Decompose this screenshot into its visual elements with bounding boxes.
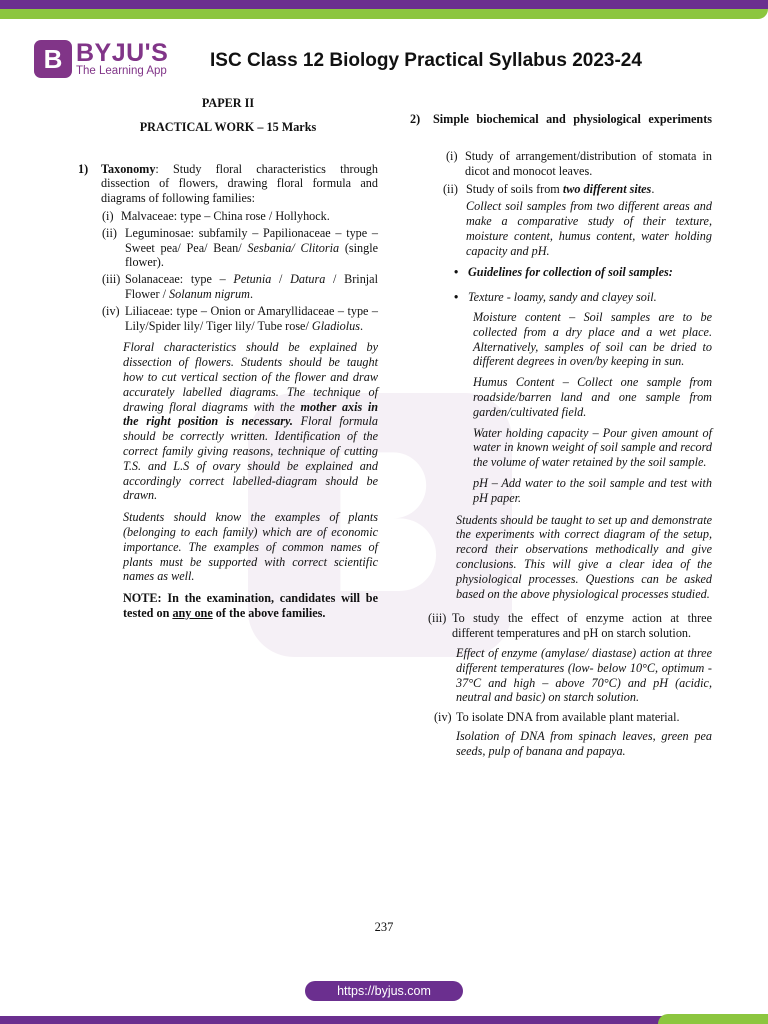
experiment-item bbox=[446, 149, 712, 179]
taxonomy-section bbox=[78, 162, 378, 206]
experiment-text bbox=[466, 182, 712, 197]
family-item-text-part: Solanaceae: type – bbox=[125, 272, 234, 287]
floral-note-part: Floral formula should be correctly written. Identification of the correct family giving reasons, technique of cutting T.S. and L.S of ovary should be explained and accordingly correct labelled-diagram should be drawn. bbox=[123, 414, 379, 503]
guideline-item bbox=[454, 290, 712, 305]
guidelines-heading bbox=[454, 265, 712, 280]
bullet-icon: • bbox=[454, 265, 459, 280]
guideline-item: Water holding capacity – Pour given amount of water in known weight of soil sample and record the volume of water retained by the soil sample. bbox=[473, 425, 712, 470]
family-list bbox=[78, 209, 378, 333]
exam-note-underline: any one bbox=[172, 605, 213, 620]
taxonomy-notes bbox=[78, 340, 378, 620]
experiment-item bbox=[434, 710, 712, 725]
experiment-number: (iv) bbox=[434, 710, 452, 725]
experiment-text-bold-italic: two different sites bbox=[562, 182, 652, 197]
taxonomy-title: Taxonomy bbox=[101, 161, 156, 176]
family-item-number: (i) bbox=[102, 208, 114, 223]
exam-note-part: NOTE: In the examination, candidates will be tested on bbox=[123, 591, 378, 620]
bullet-icon: • bbox=[454, 290, 459, 305]
family-item-text: Malvaceae: type – China rose / Hollyhock. bbox=[121, 208, 330, 223]
paper-heading: PAPER II bbox=[201, 96, 255, 110]
exam-note bbox=[123, 591, 378, 621]
experiment-text: To study the effect of enzyme action at three different temperatures and pH on starch solution. bbox=[452, 611, 712, 641]
experiment-number: (iii) bbox=[428, 611, 447, 626]
top-bar-purple bbox=[0, 0, 768, 9]
practical-heading: PRACTICAL WORK – 15 Marks bbox=[139, 119, 317, 134]
family-item bbox=[102, 226, 378, 270]
brand-tagline: The Learning App bbox=[76, 64, 167, 77]
guideline-item: Humus Content – Collect one sample from roadside/barren land and one sample from garden/cultivated field. bbox=[473, 375, 712, 419]
document-title: ISC Class 12 Biology Practical Syllabus 2023-24 bbox=[210, 50, 642, 71]
bottom-decorative-bar bbox=[0, 1012, 768, 1024]
enzyme-description: Effect of enzyme (amylase/ diastase) action at three different temperatures (low- below 10°C, optimum - 37°C and high – above 70°C) and pH (acidic, neutral and basic) on starch solution. bbox=[456, 645, 712, 705]
family-item-text-part: / bbox=[271, 272, 291, 287]
family-item-italic: Gladiolus bbox=[311, 318, 360, 333]
soil-study bbox=[410, 182, 712, 601]
family-item-italic: Datura bbox=[290, 272, 326, 287]
floral-note-bold: mother axis in the right position is necessary. bbox=[123, 399, 379, 429]
bottom-bar-green bbox=[658, 1014, 768, 1024]
experiment-text: To isolate DNA from available plant material. bbox=[456, 710, 680, 725]
footer-url-link[interactable]: https://byjus.com bbox=[305, 981, 463, 1001]
experiment-text: Study of arrangement/distribution of stomata in dicot and monocot leaves. bbox=[465, 148, 712, 178]
soil-details bbox=[443, 199, 712, 601]
dna-description: Isolation of DNA from spinach leaves, green pea seeds, pulp of banana and papaya. bbox=[456, 728, 712, 758]
exam-note-part: of the above families. bbox=[212, 605, 326, 620]
byjus-logo-text bbox=[76, 38, 169, 78]
experiment-number: (ii) bbox=[443, 182, 458, 197]
section-number: 1) bbox=[78, 161, 89, 176]
family-item bbox=[102, 272, 378, 302]
guideline-item: Moisture content – Soil samples are to be collected from a dry place and a wet place. Alternatively, samples of soil can be dried to different degrees in oven/by keeping in sun. bbox=[473, 309, 712, 369]
dna-study bbox=[410, 710, 712, 758]
floral-note-part: Floral characteristics should be explained by dissection of flowers. Students should be taught how to cut vertical section of the flower and draw accurately labelled diagrams. The technique of drawing floral diagrams with the bbox=[123, 340, 378, 414]
family-item-text bbox=[125, 304, 378, 334]
floral-note bbox=[123, 340, 378, 503]
taxonomy-text bbox=[101, 162, 378, 206]
family-item-number: (iii) bbox=[102, 272, 121, 287]
family-item-text-part: (single flower). bbox=[125, 240, 379, 270]
bottom-bar-purple bbox=[0, 1016, 768, 1024]
family-item-text-part: Liliaceae: type – Onion or Amaryllidaceae – type – Lily/Spider lily/ Tiger lily/ Tube rose/ bbox=[125, 303, 378, 333]
family-item-text-part: . bbox=[249, 286, 253, 301]
experiments-section bbox=[410, 112, 712, 127]
experiment-item bbox=[443, 182, 712, 197]
family-item-text bbox=[125, 272, 378, 302]
guideline-text: Texture - loamy, sandy and clayey soil. bbox=[468, 290, 657, 305]
top-bar-green bbox=[0, 9, 768, 19]
byjus-logo-mark-icon: B bbox=[34, 40, 72, 78]
family-item-italic: Solanum nigrum bbox=[169, 286, 250, 301]
family-item-italic: Petunia bbox=[233, 272, 272, 287]
page-number: 237 bbox=[374, 920, 394, 934]
family-item-text-part: . bbox=[359, 318, 364, 333]
family-item-text-part: Leguminosae: subfamily – Papilionaceae – type – Sweet pea/ Pea/ Bean/ bbox=[125, 225, 378, 255]
family-item-text-part: / Brinjal Flower / bbox=[125, 272, 378, 301]
economic-note: Students should know the examples of plants (belonging to each family) which are of economic importance. The examples of common names of plants must be supported with correct scientific names as well. bbox=[123, 510, 378, 584]
ph-guideline: pH – Add water to the soil sample and test with pH paper. bbox=[473, 475, 712, 505]
family-item-text bbox=[125, 226, 378, 270]
experiments-title: Simple biochemical and physiological experiments bbox=[433, 112, 712, 126]
right-column bbox=[410, 112, 712, 758]
family-item bbox=[102, 304, 378, 334]
experiment-number: (i) bbox=[446, 148, 458, 163]
byjus-logo[interactable] bbox=[34, 40, 168, 78]
brand-name: BYJU'S bbox=[76, 38, 169, 67]
section-number: 2) bbox=[410, 112, 421, 126]
family-item-number: (ii) bbox=[102, 225, 117, 240]
family-item bbox=[102, 209, 378, 224]
guidelines-text: Guidelines for collection of soil samples: bbox=[468, 265, 673, 280]
family-item-number: (iv) bbox=[102, 303, 120, 318]
experiment-item bbox=[428, 611, 712, 641]
experiment-list bbox=[410, 149, 712, 179]
taxonomy-description: : Study floral characteristics through dissection of flowers, drawing floral formula and diagrams of following families: bbox=[101, 161, 378, 206]
enzyme-study bbox=[410, 611, 712, 705]
soil-description: Collect soil samples from two different areas and make a comparative study of their texture, moisture content, humus content, water holding capacity and pH. bbox=[466, 199, 712, 258]
experiment-text-part: . bbox=[651, 182, 655, 197]
family-item-italic: Sesbania/ Clitoria bbox=[247, 240, 340, 255]
experiment-text-part: Study of soils from bbox=[466, 182, 563, 197]
left-column bbox=[78, 96, 378, 621]
top-decorative-bar bbox=[0, 0, 768, 20]
teaching-note: Students should be taught to set up and demonstrate the experiments with correct diagram of the setup, record their observations methodically and give conclusions. This will give a clear idea of the physiological processes. Questions can be asked based on the above physiological processes studied. bbox=[456, 512, 712, 601]
